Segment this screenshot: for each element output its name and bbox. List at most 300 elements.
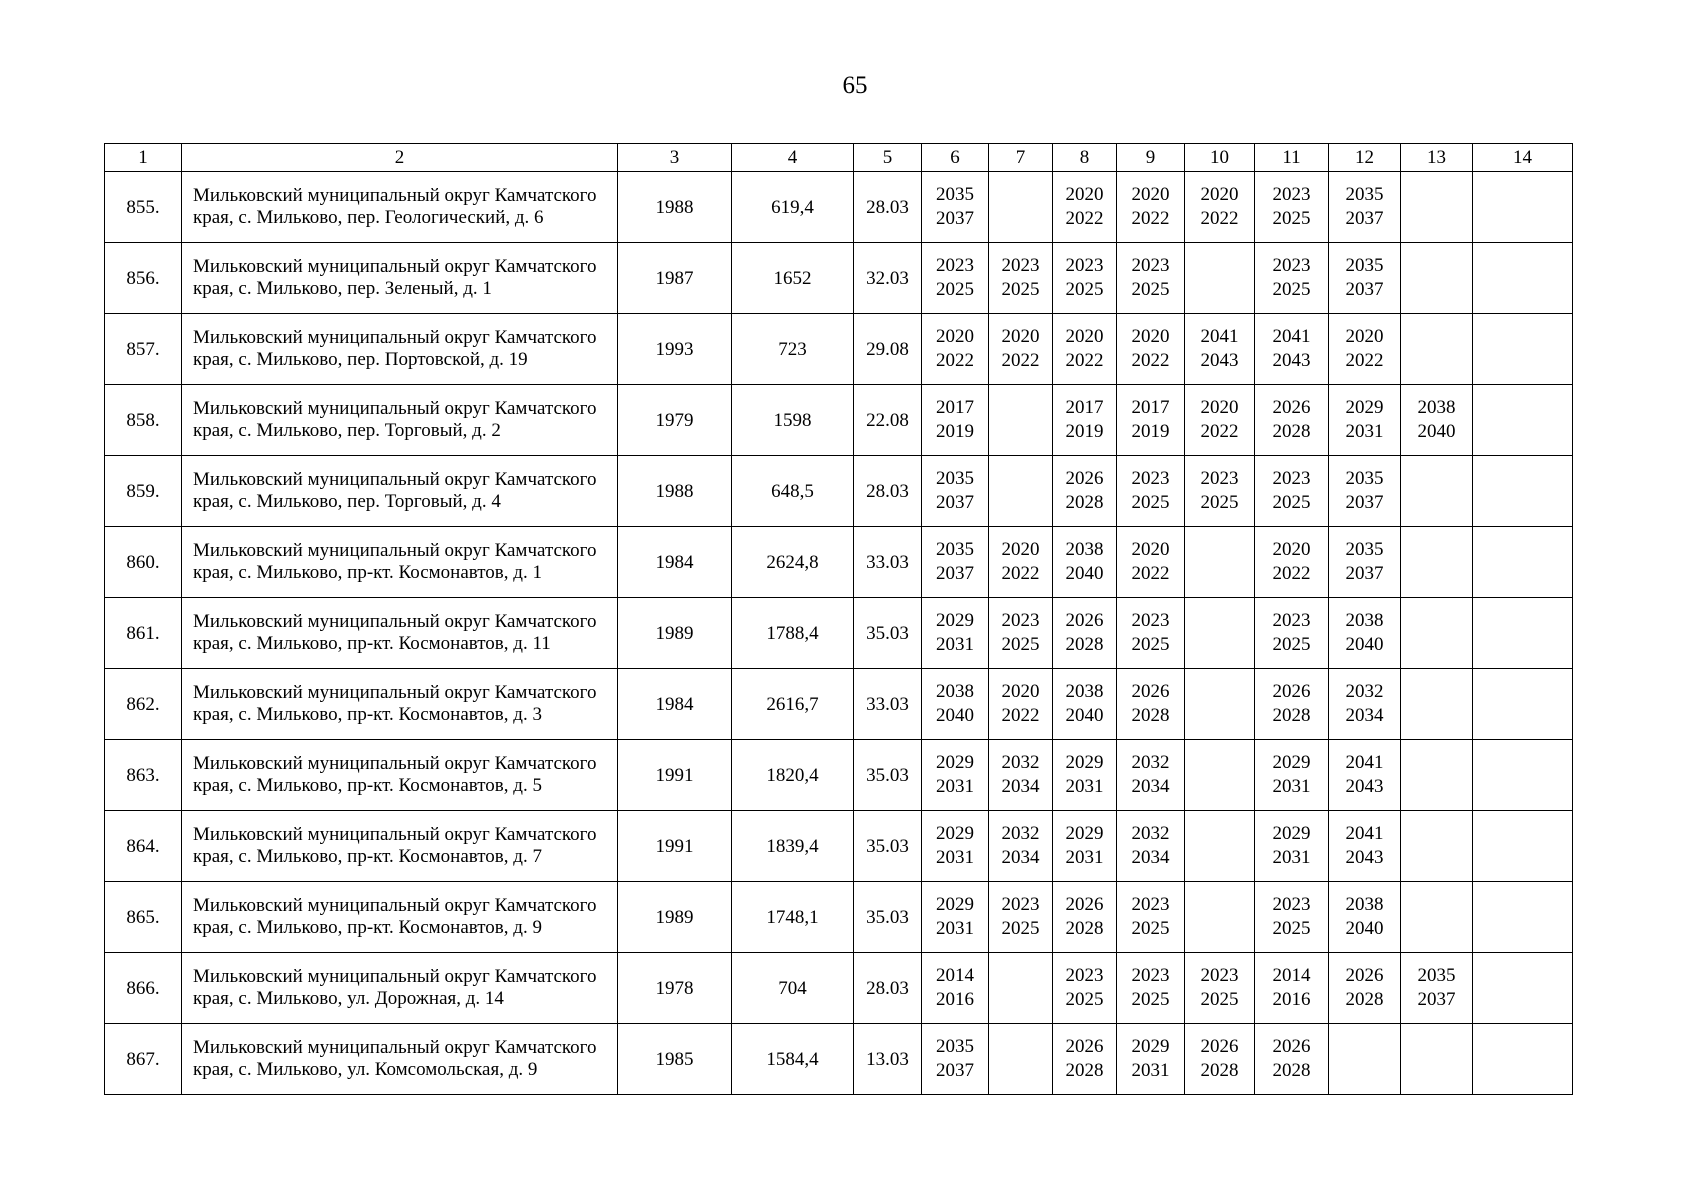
column-header-4: 4 (732, 144, 854, 172)
repair-period-cell-col-10 (1185, 1024, 1255, 1095)
period-start-year: 2038 (1345, 610, 1384, 631)
area-cell: 619,4 (732, 172, 854, 243)
repair-period-cell-col-8 (1053, 953, 1117, 1024)
repair-period-cell-col-14 (1473, 669, 1573, 740)
repair-period-cell-col-11 (1255, 243, 1329, 314)
period-start-year: 2038 (1065, 681, 1104, 702)
period-start-year: 2029 (1345, 397, 1384, 418)
column-header-14: 14 (1473, 144, 1573, 172)
repair-period-cell-col-7 (989, 1024, 1053, 1095)
repair-period-cell-col-12 (1329, 598, 1401, 669)
repair-period-cell-col-10 (1185, 811, 1255, 882)
period-end-year: 2025 (1131, 918, 1170, 939)
period-start-year: 2023 (1001, 255, 1040, 276)
period-end-year: 2022 (1272, 563, 1311, 584)
housing-repair-table (104, 143, 1573, 1095)
repair-period-cell-col-11 (1255, 1024, 1329, 1095)
repair-period-cell-col-11 (1255, 527, 1329, 598)
period-end-year: 2025 (1272, 918, 1311, 939)
period-start-year: 2026 (1345, 965, 1384, 986)
period-end-year: 2025 (1272, 634, 1311, 655)
column-number-row (105, 144, 1573, 172)
period-start-year: 2020 (1131, 184, 1170, 205)
table-row (105, 385, 1573, 456)
period-start-year: 2029 (936, 823, 974, 844)
period-end-year: 2025 (1131, 989, 1170, 1010)
address-cell: Мильковский муниципальный округ Камчатского края, с. Мильково, пр-кт. Космонавтов, д. 1 (182, 527, 618, 598)
repair-period-cell-col-6 (922, 314, 989, 385)
period-end-year: 2028 (1272, 1060, 1311, 1081)
commission-year-cell: 1978 (618, 953, 732, 1024)
period-end-year: 2025 (1131, 492, 1170, 513)
period-start-year: 2035 (1345, 539, 1384, 560)
period-end-year: 2040 (1417, 421, 1456, 442)
repair-period-cell-col-6 (922, 598, 989, 669)
wear-cell: 28.03 (854, 953, 922, 1024)
wear-cell: 33.03 (854, 527, 922, 598)
commission-year-cell: 1984 (618, 669, 732, 740)
period-end-year: 2022 (1001, 563, 1040, 584)
period-start-year: 2020 (1345, 326, 1384, 347)
row-number-cell: 864. (105, 811, 182, 882)
period-start-year: 2020 (1131, 539, 1170, 560)
period-end-year: 2022 (1001, 350, 1040, 371)
period-start-year: 2023 (1131, 255, 1170, 276)
repair-period-cell-col-9 (1117, 314, 1185, 385)
period-end-year: 2028 (1065, 1060, 1104, 1081)
period-start-year: 2032 (1001, 823, 1040, 844)
period-start-year: 2035 (1345, 184, 1384, 205)
period-end-year: 2025 (1272, 208, 1311, 229)
period-start-year: 2023 (1001, 610, 1040, 631)
repair-period-cell-col-12 (1329, 456, 1401, 527)
repair-period-cell-col-9 (1117, 527, 1185, 598)
address-cell: Мильковский муниципальный округ Камчатского края, с. Мильково, пер. Портовской, д. 19 (182, 314, 618, 385)
repair-period-cell-col-10 (1185, 953, 1255, 1024)
period-end-year: 2025 (1001, 279, 1040, 300)
address-cell: Мильковский муниципальный округ Камчатского края, с. Мильково, пер. Торговый, д. 4 (182, 456, 618, 527)
column-header-7: 7 (989, 144, 1053, 172)
repair-period-cell-col-11 (1255, 953, 1329, 1024)
repair-period-cell-col-14 (1473, 598, 1573, 669)
period-end-year: 2019 (1065, 421, 1104, 442)
period-end-year: 2028 (1345, 989, 1384, 1010)
period-end-year: 2034 (1001, 847, 1040, 868)
repair-period-cell-col-10 (1185, 669, 1255, 740)
period-end-year: 2022 (1200, 208, 1239, 229)
repair-period-cell-col-13 (1401, 811, 1473, 882)
period-start-year: 2023 (1131, 610, 1170, 631)
row-number-cell: 863. (105, 740, 182, 811)
period-start-year: 2029 (936, 752, 974, 773)
repair-period-cell-col-11 (1255, 740, 1329, 811)
period-end-year: 2037 (936, 492, 974, 513)
repair-period-cell-col-6 (922, 882, 989, 953)
repair-period-cell-col-7 (989, 740, 1053, 811)
period-end-year: 2034 (1131, 847, 1170, 868)
repair-period-cell-col-7 (989, 811, 1053, 882)
repair-period-cell-col-8 (1053, 385, 1117, 456)
repair-period-cell-col-10 (1185, 314, 1255, 385)
repair-period-cell-col-12 (1329, 385, 1401, 456)
period-end-year: 2025 (1001, 634, 1040, 655)
repair-period-cell-col-10 (1185, 172, 1255, 243)
table-row (105, 527, 1573, 598)
commission-year-cell: 1993 (618, 314, 732, 385)
repair-period-cell-col-14 (1473, 385, 1573, 456)
repair-period-cell-col-14 (1473, 882, 1573, 953)
repair-period-cell-col-13 (1401, 953, 1473, 1024)
column-header-1: 1 (105, 144, 182, 172)
period-end-year: 2022 (1065, 208, 1104, 229)
repair-period-cell-col-13 (1401, 882, 1473, 953)
wear-cell: 32.03 (854, 243, 922, 314)
repair-period-cell-col-13 (1401, 669, 1473, 740)
repair-period-cell-col-13 (1401, 598, 1473, 669)
repair-period-cell-col-10 (1185, 456, 1255, 527)
period-end-year: 2028 (1272, 421, 1311, 442)
period-end-year: 2022 (1131, 350, 1170, 371)
table-row (105, 882, 1573, 953)
period-end-year: 2031 (936, 918, 974, 939)
repair-period-cell-col-14 (1473, 740, 1573, 811)
period-start-year: 2026 (1200, 1036, 1239, 1057)
period-start-year: 2032 (1131, 823, 1170, 844)
period-end-year: 2025 (1200, 492, 1239, 513)
period-end-year: 2025 (1131, 279, 1170, 300)
area-cell: 2624,8 (732, 527, 854, 598)
period-start-year: 2038 (1345, 894, 1384, 915)
period-start-year: 2041 (1272, 326, 1311, 347)
repair-period-cell-col-11 (1255, 456, 1329, 527)
period-start-year: 2026 (1065, 468, 1104, 489)
repair-period-cell-col-13 (1401, 385, 1473, 456)
commission-year-cell: 1979 (618, 385, 732, 456)
repair-period-cell-col-12 (1329, 1024, 1401, 1095)
repair-period-cell-col-13 (1401, 172, 1473, 243)
period-end-year: 2031 (1345, 421, 1384, 442)
period-end-year: 2028 (1065, 634, 1104, 655)
period-start-year: 2032 (1131, 752, 1170, 773)
period-end-year: 2031 (1131, 1060, 1170, 1081)
period-start-year: 2026 (1272, 1036, 1311, 1057)
period-start-year: 2023 (1272, 468, 1311, 489)
address-cell: Мильковский муниципальный округ Камчатского края, с. Мильково, пр-кт. Космонавтов, д. 3 (182, 669, 618, 740)
period-end-year: 2037 (936, 1060, 974, 1081)
repair-period-cell-col-6 (922, 243, 989, 314)
repair-period-cell-col-13 (1401, 243, 1473, 314)
period-start-year: 2026 (1272, 397, 1311, 418)
period-end-year: 2019 (936, 421, 974, 442)
repair-period-cell-col-13 (1401, 456, 1473, 527)
repair-period-cell-col-9 (1117, 385, 1185, 456)
area-cell: 1584,4 (732, 1024, 854, 1095)
column-header-2: 2 (182, 144, 618, 172)
period-end-year: 2031 (1272, 847, 1311, 868)
address-cell: Мильковский муниципальный округ Камчатского края, с. Мильково, пер. Зеленый, д. 1 (182, 243, 618, 314)
commission-year-cell: 1991 (618, 811, 732, 882)
period-end-year: 2025 (1065, 989, 1104, 1010)
period-start-year: 2035 (1345, 255, 1384, 276)
table-header (105, 144, 1573, 172)
repair-period-cell-col-8 (1053, 811, 1117, 882)
table-row (105, 456, 1573, 527)
commission-year-cell: 1988 (618, 172, 732, 243)
period-start-year: 2029 (936, 894, 974, 915)
period-start-year: 2029 (1065, 823, 1104, 844)
commission-year-cell: 1984 (618, 527, 732, 598)
address-cell: Мильковский муниципальный округ Камчатского края, с. Мильково, ул. Комсомольская, д. 9 (182, 1024, 618, 1095)
period-start-year: 2041 (1200, 326, 1239, 347)
period-end-year: 2028 (1131, 705, 1170, 726)
repair-period-cell-col-10 (1185, 527, 1255, 598)
period-start-year: 2017 (936, 397, 974, 418)
repair-period-cell-col-7 (989, 314, 1053, 385)
period-start-year: 2038 (1065, 539, 1104, 560)
table-row (105, 243, 1573, 314)
table-row (105, 669, 1573, 740)
column-header-9: 9 (1117, 144, 1185, 172)
period-start-year: 2017 (1131, 397, 1170, 418)
row-number-cell: 862. (105, 669, 182, 740)
period-start-year: 2020 (936, 326, 974, 347)
wear-cell: 35.03 (854, 598, 922, 669)
period-start-year: 2038 (1417, 397, 1456, 418)
period-end-year: 2019 (1131, 421, 1170, 442)
period-end-year: 2022 (1065, 350, 1104, 371)
repair-period-cell-col-12 (1329, 811, 1401, 882)
row-number-cell: 860. (105, 527, 182, 598)
repair-period-cell-col-8 (1053, 527, 1117, 598)
period-end-year: 2031 (936, 634, 974, 655)
column-header-12: 12 (1329, 144, 1401, 172)
period-end-year: 2028 (1272, 705, 1311, 726)
repair-period-cell-col-11 (1255, 385, 1329, 456)
period-end-year: 2025 (936, 279, 974, 300)
repair-period-cell-col-13 (1401, 314, 1473, 385)
period-end-year: 2037 (1345, 563, 1384, 584)
repair-period-cell-col-6 (922, 669, 989, 740)
period-start-year: 2029 (936, 610, 974, 631)
table-row (105, 598, 1573, 669)
period-start-year: 2029 (1131, 1036, 1170, 1057)
table-row (105, 1024, 1573, 1095)
repair-period-cell-col-8 (1053, 172, 1117, 243)
address-cell: Мильковский муниципальный округ Камчатского края, с. Мильково, пр-кт. Космонавтов, д. 11 (182, 598, 618, 669)
repair-period-cell-col-14 (1473, 243, 1573, 314)
repair-period-cell-col-7 (989, 953, 1053, 1024)
repair-period-cell-col-12 (1329, 172, 1401, 243)
repair-period-cell-col-10 (1185, 385, 1255, 456)
repair-period-cell-col-14 (1473, 314, 1573, 385)
period-end-year: 2028 (1065, 918, 1104, 939)
repair-period-cell-col-14 (1473, 1024, 1573, 1095)
period-end-year: 2025 (1065, 279, 1104, 300)
table-row (105, 314, 1573, 385)
repair-period-cell-col-11 (1255, 598, 1329, 669)
period-end-year: 2022 (1131, 208, 1170, 229)
column-header-10: 10 (1185, 144, 1255, 172)
repair-period-cell-col-11 (1255, 882, 1329, 953)
commission-year-cell: 1989 (618, 882, 732, 953)
period-end-year: 2031 (936, 776, 974, 797)
period-end-year: 2028 (1065, 492, 1104, 513)
commission-year-cell: 1989 (618, 598, 732, 669)
repair-period-cell-col-9 (1117, 243, 1185, 314)
period-start-year: 2026 (1272, 681, 1311, 702)
repair-period-cell-col-8 (1053, 669, 1117, 740)
period-start-year: 2020 (1200, 397, 1239, 418)
period-start-year: 2023 (1200, 965, 1239, 986)
repair-period-cell-col-9 (1117, 1024, 1185, 1095)
repair-period-cell-col-8 (1053, 243, 1117, 314)
repair-period-cell-col-9 (1117, 456, 1185, 527)
period-start-year: 2032 (1001, 752, 1040, 773)
period-start-year: 2023 (1131, 894, 1170, 915)
address-cell: Мильковский муниципальный округ Камчатского края, с. Мильково, ул. Дорожная, д. 14 (182, 953, 618, 1024)
period-end-year: 2025 (1001, 918, 1040, 939)
repair-period-cell-col-10 (1185, 598, 1255, 669)
period-start-year: 2023 (1131, 965, 1170, 986)
period-end-year: 2022 (1131, 563, 1170, 584)
commission-year-cell: 1987 (618, 243, 732, 314)
wear-cell: 29.08 (854, 314, 922, 385)
period-start-year: 2035 (936, 539, 974, 560)
address-cell: Мильковский муниципальный округ Камчатского края, с. Мильково, пр-кт. Космонавтов, д. 9 (182, 882, 618, 953)
repair-period-cell-col-7 (989, 882, 1053, 953)
commission-year-cell: 1985 (618, 1024, 732, 1095)
period-start-year: 2026 (1131, 681, 1170, 702)
period-start-year: 2035 (936, 184, 974, 205)
address-cell: Мильковский муниципальный округ Камчатского края, с. Мильково, пр-кт. Космонавтов, д. 5 (182, 740, 618, 811)
repair-period-cell-col-6 (922, 527, 989, 598)
table-row (105, 172, 1573, 243)
column-header-11: 11 (1255, 144, 1329, 172)
area-cell: 704 (732, 953, 854, 1024)
period-end-year: 2037 (1417, 989, 1456, 1010)
table-row (105, 953, 1573, 1024)
repair-period-cell-col-10 (1185, 740, 1255, 811)
period-start-year: 2032 (1345, 681, 1384, 702)
commission-year-cell: 1988 (618, 456, 732, 527)
row-number-cell: 861. (105, 598, 182, 669)
repair-period-cell-col-7 (989, 669, 1053, 740)
repair-period-cell-col-14 (1473, 527, 1573, 598)
column-header-6: 6 (922, 144, 989, 172)
area-cell: 1820,4 (732, 740, 854, 811)
period-end-year: 2043 (1345, 776, 1384, 797)
period-start-year: 2035 (936, 468, 974, 489)
wear-cell: 22.08 (854, 385, 922, 456)
commission-year-cell: 1991 (618, 740, 732, 811)
period-start-year: 2020 (1001, 539, 1040, 560)
period-start-year: 2023 (1065, 255, 1104, 276)
period-start-year: 2026 (1065, 894, 1104, 915)
period-end-year: 2031 (1065, 847, 1104, 868)
table-body (105, 172, 1573, 1095)
column-header-13: 13 (1401, 144, 1473, 172)
repair-period-cell-col-12 (1329, 669, 1401, 740)
period-start-year: 2035 (1417, 965, 1456, 986)
area-cell: 723 (732, 314, 854, 385)
repair-period-cell-col-7 (989, 385, 1053, 456)
repair-period-cell-col-13 (1401, 527, 1473, 598)
period-end-year: 2040 (1345, 918, 1384, 939)
repair-period-cell-col-12 (1329, 953, 1401, 1024)
repair-period-cell-col-11 (1255, 314, 1329, 385)
period-start-year: 2023 (1131, 468, 1170, 489)
period-end-year: 2025 (1200, 989, 1239, 1010)
repair-period-cell-col-6 (922, 811, 989, 882)
period-start-year: 2026 (1065, 610, 1104, 631)
period-end-year: 2031 (1065, 776, 1104, 797)
period-end-year: 2037 (1345, 279, 1384, 300)
period-start-year: 2023 (936, 255, 974, 276)
period-start-year: 2014 (1272, 965, 1311, 986)
period-end-year: 2034 (1001, 776, 1040, 797)
wear-cell: 35.03 (854, 811, 922, 882)
repair-period-cell-col-9 (1117, 172, 1185, 243)
period-start-year: 2023 (1065, 965, 1104, 986)
period-start-year: 2029 (1065, 752, 1104, 773)
period-start-year: 2023 (1272, 894, 1311, 915)
period-end-year: 2025 (1131, 634, 1170, 655)
repair-period-cell-col-10 (1185, 882, 1255, 953)
period-end-year: 2025 (1272, 279, 1311, 300)
period-end-year: 2043 (1345, 847, 1384, 868)
repair-period-cell-col-12 (1329, 527, 1401, 598)
period-start-year: 2035 (1345, 468, 1384, 489)
period-start-year: 2020 (1065, 184, 1104, 205)
period-end-year: 2034 (1131, 776, 1170, 797)
period-end-year: 2037 (1345, 208, 1384, 229)
table-row (105, 811, 1573, 882)
period-start-year: 2020 (1001, 681, 1040, 702)
period-start-year: 2020 (1200, 184, 1239, 205)
repair-period-cell-col-12 (1329, 243, 1401, 314)
period-end-year: 2043 (1272, 350, 1311, 371)
repair-period-cell-col-11 (1255, 811, 1329, 882)
repair-period-cell-col-7 (989, 527, 1053, 598)
period-end-year: 2034 (1345, 705, 1384, 726)
row-number-cell: 856. (105, 243, 182, 314)
period-start-year: 2041 (1345, 752, 1384, 773)
period-start-year: 2020 (1131, 326, 1170, 347)
repair-period-cell-col-7 (989, 243, 1053, 314)
repair-period-cell-col-8 (1053, 314, 1117, 385)
period-start-year: 2023 (1200, 468, 1239, 489)
wear-cell: 13.03 (854, 1024, 922, 1095)
wear-cell: 35.03 (854, 740, 922, 811)
period-start-year: 2020 (1001, 326, 1040, 347)
period-end-year: 2031 (1272, 776, 1311, 797)
row-number-cell: 866. (105, 953, 182, 1024)
repair-period-cell-col-10 (1185, 243, 1255, 314)
repair-period-cell-col-14 (1473, 172, 1573, 243)
repair-period-cell-col-13 (1401, 1024, 1473, 1095)
repair-period-cell-col-14 (1473, 456, 1573, 527)
period-end-year: 2040 (1345, 634, 1384, 655)
column-header-8: 8 (1053, 144, 1117, 172)
repair-period-cell-col-8 (1053, 740, 1117, 811)
period-start-year: 2014 (936, 965, 974, 986)
period-start-year: 2023 (1272, 184, 1311, 205)
period-end-year: 2016 (936, 989, 974, 1010)
column-header-3: 3 (618, 144, 732, 172)
period-start-year: 2017 (1065, 397, 1104, 418)
row-number-cell: 857. (105, 314, 182, 385)
period-start-year: 2029 (1272, 752, 1311, 773)
